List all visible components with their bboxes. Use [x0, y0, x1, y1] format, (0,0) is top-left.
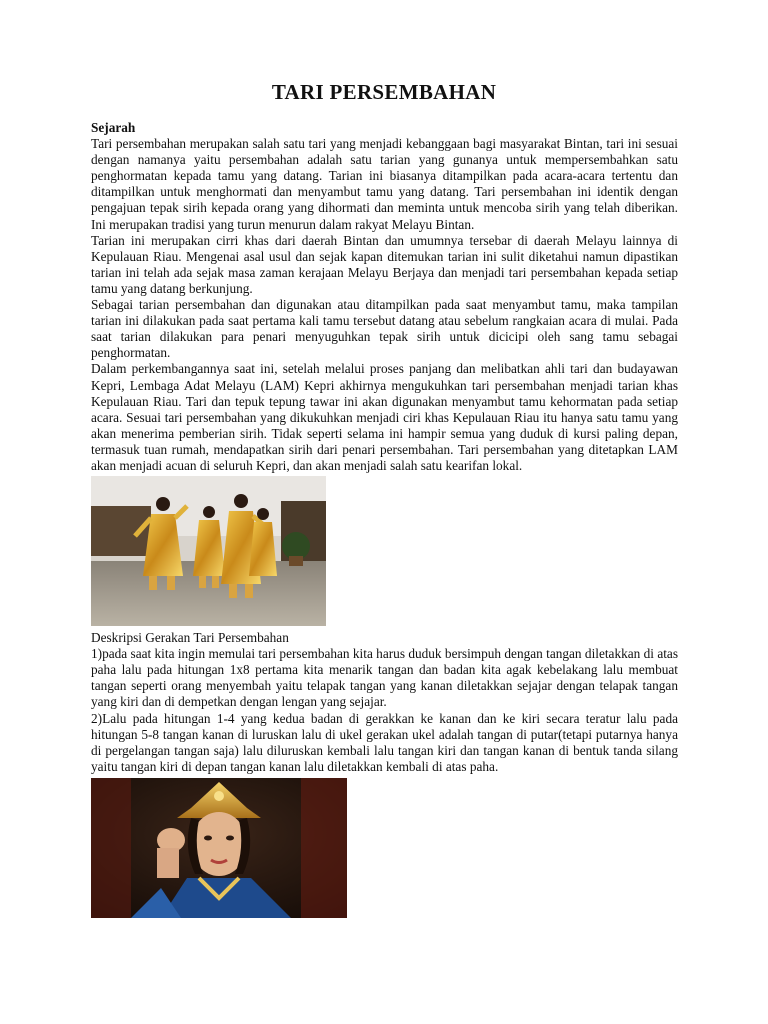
paragraph: Tarian ini merupakan cirri khas dari daerah Bintan dan umumnya tersebar di daerah Melayu lainnya di Kepulauan Riau. Mengenai asal usul dan sejak kapan ditemukan tarian ini sulit diketahui namun dipastikan tarian ini telah ada sejak masa zaman kerajaan Melayu Berjaya dan menjadi tari persembahan kepada setiap tamu yang datang berkunjung. — [91, 232, 678, 296]
paragraph: 2)Lalu pada hitungan 1-4 yang kedua badan di gerakkan ke kanan dan ke kiri secara teratur lalu pada hitungan 5-8 tangan kanan di luruskan lalu di ukel gerakan ukel adalah tangan di putar(tetapi putarnya hanya di pergelangan tangan saja) lalu diluruskan kembali lalu tangan kiri dan tangan kanan di bentuk tanda silang yaitu tangan kiri di depan tangan kanan lalu diletakkan kembali di atas paha. — [91, 710, 678, 774]
dancers-group-photo — [91, 476, 326, 626]
section-heading-deskripsi: Deskripsi Gerakan Tari Persembahan — [91, 630, 289, 646]
paragraph: Dalam perkembangannya saat ini, setelah melalui proses panjang dan melibatkan ahli tari dan budayawan Kepri, Lembaga Adat Melayu (LAM) Kepri akhirnya mengukuhkan tari persembahan menjadi tarian khas Kepulauan Riau. Tari dan tepuk tepung tawar ini akan digunakan menyambut tamu kehormatan pada setiap acara. Sesuai tari persembahan yang dikukuhkan menjadi ciri khas Kepulauan Riau itu hanya satu tamu yang akan menerima pemberian sirih. Tidak seperti selama ini hampir semua yang duduk di kursi paling depan, termasuk tuan rumah, mendapatkan sirih dari penari persembahan. Tari persembahan yang ditetapkan LAM akan menjadi acuan di seluruh Kepri, dan akan menjadi salah satu kearifan lokal. — [91, 361, 678, 473]
paragraph: Tari persembahan merupakan salah satu tari yang menjadi kebanggaan bagi masyarakat Bintan, tari ini sesuai dengan namanya yaitu persembahan adalah satu tarian yang gunanya untuk mempersembahkan satu penghormatan kepada tamu yang datang. Tarian ini biasanya ditampilkan pada acara-acara tertentu dan ditampilkan untuk menghormati dan menyambut tamu yang datang. Tari persembahan ini identik dengan pengajuan tepak sirih kepada orang yang dihormati dan meminta untuk mencoba sirih yang telah diberikan. Ini merupakan tradisi yang turun menurun dalam rakyat Melayu Bintan. — [91, 136, 678, 232]
paragraph: Sebagai tarian persembahan dan digunakan atau ditampilkan pada saat menyambut tamu, maka tampilan tarian ini dilakukan pada saat pertama kali tamu tersebut datang atau sebelum rangkaian acara di mulai. Pada saat tarian dilakukan para penari menyuguhkan tepak sirih untuk dicicipi oleh sang tamu sebagai penghormatan. — [91, 297, 678, 361]
paragraph: 1)pada saat kita ingin memulai tari persembahan kita harus duduk bersimpuh dengan tangan diletakkan di atas paha lalu pada hitungan 1x8 pertama kita menarik tangan dan badan kita agak kebelakang lalu membuat tangan seperti orang menyembah yaitu telapak tangan yang kanan diletakkan sejajar dengan telapak tangan yang kiri dan di dempetkan dengan lengan yang sejajar. — [91, 646, 678, 710]
document-body — [91, 120, 678, 922]
page-title: TARI PERSEMBAHAN — [271, 80, 497, 104]
section-heading-sejarah: Sejarah — [91, 120, 136, 135]
dancer-closeup-photo — [91, 778, 347, 918]
